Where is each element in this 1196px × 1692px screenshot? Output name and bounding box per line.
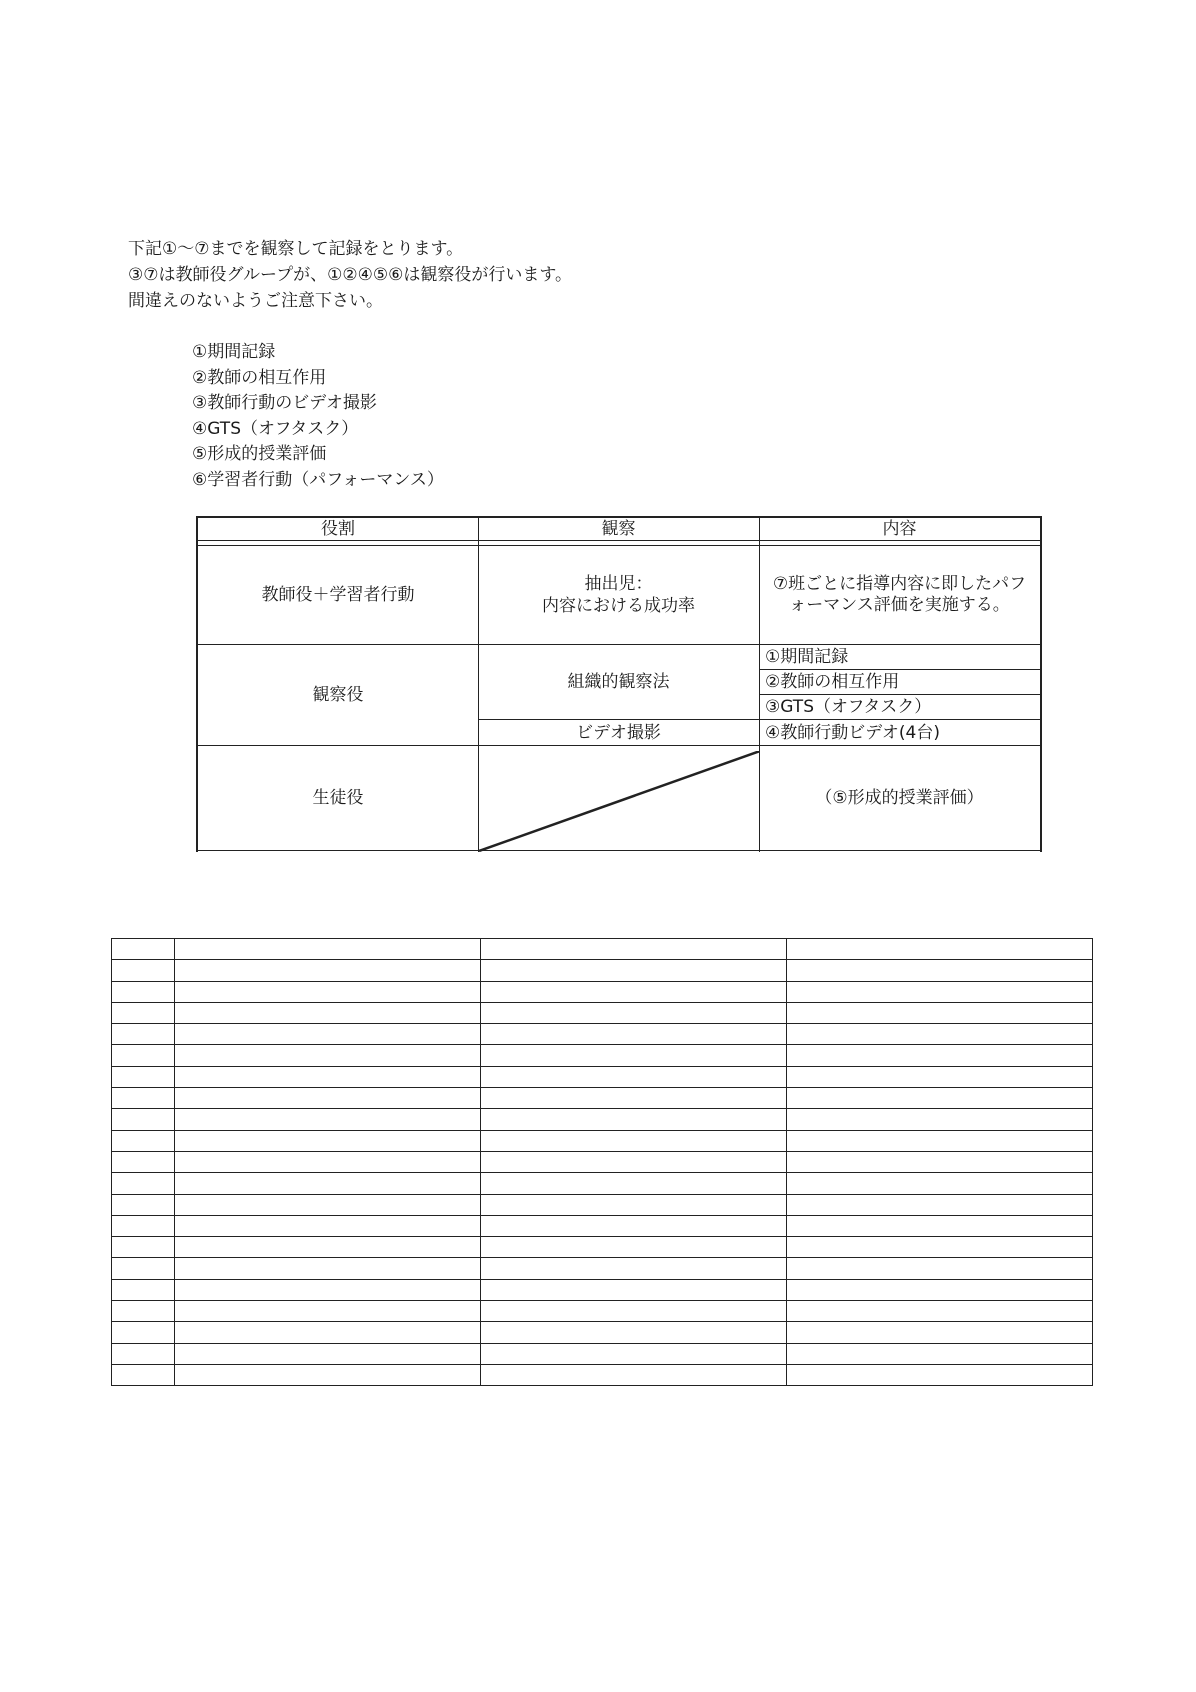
grid-cell: [112, 1024, 175, 1045]
grid-cell: [787, 1002, 1093, 1023]
grid-cell: [481, 1002, 787, 1023]
grid-cell: [175, 1279, 481, 1300]
grid-cell: [175, 1237, 481, 1258]
grid-cell: [175, 1002, 481, 1023]
grid-cell: [112, 1109, 175, 1130]
list-item: ①期間記録: [192, 342, 276, 362]
grid-row: [112, 1151, 1093, 1172]
list-item: ⑥学習者行動（パフォーマンス）: [192, 469, 444, 490]
grid-cell: [175, 1109, 481, 1130]
grid-cell: [112, 1215, 175, 1236]
grid-cell: [481, 1088, 787, 1109]
grid-cell: [481, 1258, 787, 1279]
header-divider: [198, 540, 1040, 541]
grid-cell: [112, 1301, 175, 1322]
grid-cell: [175, 1088, 481, 1109]
grid-cell: [787, 1194, 1093, 1215]
grid-cell: [481, 1301, 787, 1322]
grid-body: [112, 939, 1093, 1386]
grid-cell: [481, 1194, 787, 1215]
observation-items-list: [192, 340, 444, 493]
grid-cell: [787, 1045, 1093, 1066]
grid-cell: [175, 1364, 481, 1385]
grid-cell: [175, 1045, 481, 1066]
video-recording-cell: ビデオ撮影: [576, 722, 661, 743]
grid-cell: [787, 1151, 1093, 1172]
intro-line-2: ③⑦は教師役グループが、①②④⑤⑥は観察役が行います。: [128, 265, 572, 285]
observer-content-2: ②教師の相互作用: [765, 672, 900, 692]
grid-cell: [787, 1237, 1093, 1258]
teacher-observation-line-1: 抽出児：: [584, 574, 653, 594]
intro-line-3: 間違えのないようご注意下さい。: [128, 291, 383, 311]
grid-row: [112, 1215, 1093, 1236]
grid-cell: [787, 1109, 1093, 1130]
grid-cell: [175, 1024, 481, 1045]
observer-role-cell: 観察役: [312, 685, 364, 705]
grid-cell: [787, 1322, 1093, 1343]
grid-cell: [787, 1088, 1093, 1109]
observer-content-4: ④教師行動ビデオ(4台): [765, 722, 940, 743]
grid-cell: [112, 1343, 175, 1364]
blank-recording-grid: [111, 938, 1093, 1386]
grid-cell: [112, 1194, 175, 1215]
grid-row: [112, 960, 1093, 981]
grid-cell: [787, 1215, 1093, 1236]
grid-cell: [787, 1066, 1093, 1087]
systematic-observation-cell: 組織的観察法: [567, 672, 670, 692]
grid-cell: [481, 1364, 787, 1385]
header-content: 内容: [882, 519, 917, 539]
student-content-cell: （⑤形成的授業評価）: [815, 788, 984, 808]
grid-cell: [481, 1322, 787, 1343]
grid-row: [112, 1024, 1093, 1045]
grid-row: [112, 1258, 1093, 1279]
grid-row: [112, 1109, 1093, 1130]
diagonal-slash: [479, 751, 760, 852]
grid-cell: [175, 1215, 481, 1236]
grid-cell: [481, 1045, 787, 1066]
grid-cell: [175, 1301, 481, 1322]
list-item: ③教師行動のビデオ撮影: [192, 393, 377, 413]
grid-cell: [112, 1066, 175, 1087]
grid-cell: [481, 1237, 787, 1258]
grid-cell: [112, 1173, 175, 1194]
grid-cell: [481, 939, 787, 960]
grid-row: [112, 1045, 1093, 1066]
grid-cell: [175, 1343, 481, 1364]
grid-row: [112, 1279, 1093, 1300]
grid-cell: [787, 1343, 1093, 1364]
grid-cell: [481, 1343, 787, 1364]
grid-row: [112, 1002, 1093, 1023]
grid-cell: [481, 1130, 787, 1151]
grid-cell: [175, 1130, 481, 1151]
header-role: 役割: [321, 519, 355, 539]
grid-cell: [481, 1215, 787, 1236]
grid-cell: [112, 981, 175, 1002]
grid-cell: [175, 939, 481, 960]
grid-cell: [112, 1258, 175, 1279]
teacher-observation-cell: [478, 546, 759, 644]
grid-cell: [175, 1151, 481, 1172]
grid-row: [112, 1088, 1093, 1109]
intro-line-1: 下記①～⑦までを観察して記録をとります。: [128, 239, 464, 259]
grid-row: [112, 981, 1093, 1002]
grid-cell: [175, 981, 481, 1002]
grid-cell: [481, 1151, 787, 1172]
grid-cell: [481, 1279, 787, 1300]
grid-cell: [175, 1258, 481, 1279]
teacher-observation-line-2: 内容における成功率: [542, 596, 695, 616]
grid-cell: [112, 1002, 175, 1023]
grid-cell: [175, 1173, 481, 1194]
grid-cell: [787, 939, 1093, 960]
grid-cell: [787, 1258, 1093, 1279]
list-item: ④GTS（オフタスク）: [192, 418, 359, 439]
grid-cell: [112, 1237, 175, 1258]
grid-row: [112, 1343, 1093, 1364]
grid-cell: [112, 1045, 175, 1066]
grid-cell: [787, 1173, 1093, 1194]
observer-content-3: ③GTS（オフタスク）: [765, 697, 932, 717]
teacher-role-cell: 教師役＋学習者行動: [261, 585, 415, 605]
grid-cell: [175, 1194, 481, 1215]
grid-cell: [787, 960, 1093, 981]
grid-cell: [112, 1279, 175, 1300]
grid-row: [112, 1194, 1093, 1215]
grid-cell: [481, 1024, 787, 1045]
grid-cell: [175, 1322, 481, 1343]
grid-row: [112, 939, 1093, 960]
grid-row: [112, 1237, 1093, 1258]
grid-cell: [787, 1279, 1093, 1300]
roles-table: [196, 516, 1042, 852]
grid-cell: [481, 960, 787, 981]
grid-cell: [112, 1088, 175, 1109]
teacher-content-cell: ⑦班ごとに指導内容に即したパフォーマンス評価を実施する。: [772, 574, 1027, 615]
header-observation: 観察: [601, 519, 636, 539]
grid-row: [112, 1066, 1093, 1087]
grid-cell: [112, 939, 175, 960]
grid-row: [112, 1364, 1093, 1385]
grid-cell: [175, 1066, 481, 1087]
observer-content-1: ①期間記録: [765, 647, 849, 667]
grid-cell: [481, 981, 787, 1002]
grid-cell: [112, 960, 175, 981]
grid-cell: [175, 960, 481, 981]
grid-cell: [787, 981, 1093, 1002]
grid-cell: [481, 1066, 787, 1087]
grid-cell: [481, 1109, 787, 1130]
grid-row: [112, 1130, 1093, 1151]
grid-cell: [112, 1130, 175, 1151]
grid-cell: [787, 1024, 1093, 1045]
student-role-cell: 生徒役: [312, 788, 364, 808]
grid-cell: [787, 1301, 1093, 1322]
grid-cell: [112, 1364, 175, 1385]
grid-cell: [112, 1322, 175, 1343]
grid-row: [112, 1173, 1093, 1194]
grid-row: [112, 1322, 1093, 1343]
grid-row: [112, 1301, 1093, 1322]
list-item: ⑤形成的授業評価: [192, 444, 327, 464]
grid-cell: [787, 1364, 1093, 1385]
grid-cell: [481, 1173, 787, 1194]
grid-cell: [787, 1130, 1093, 1151]
intro-text: [128, 236, 572, 314]
list-item: ②教師の相互作用: [192, 367, 327, 388]
grid-cell: [112, 1151, 175, 1172]
